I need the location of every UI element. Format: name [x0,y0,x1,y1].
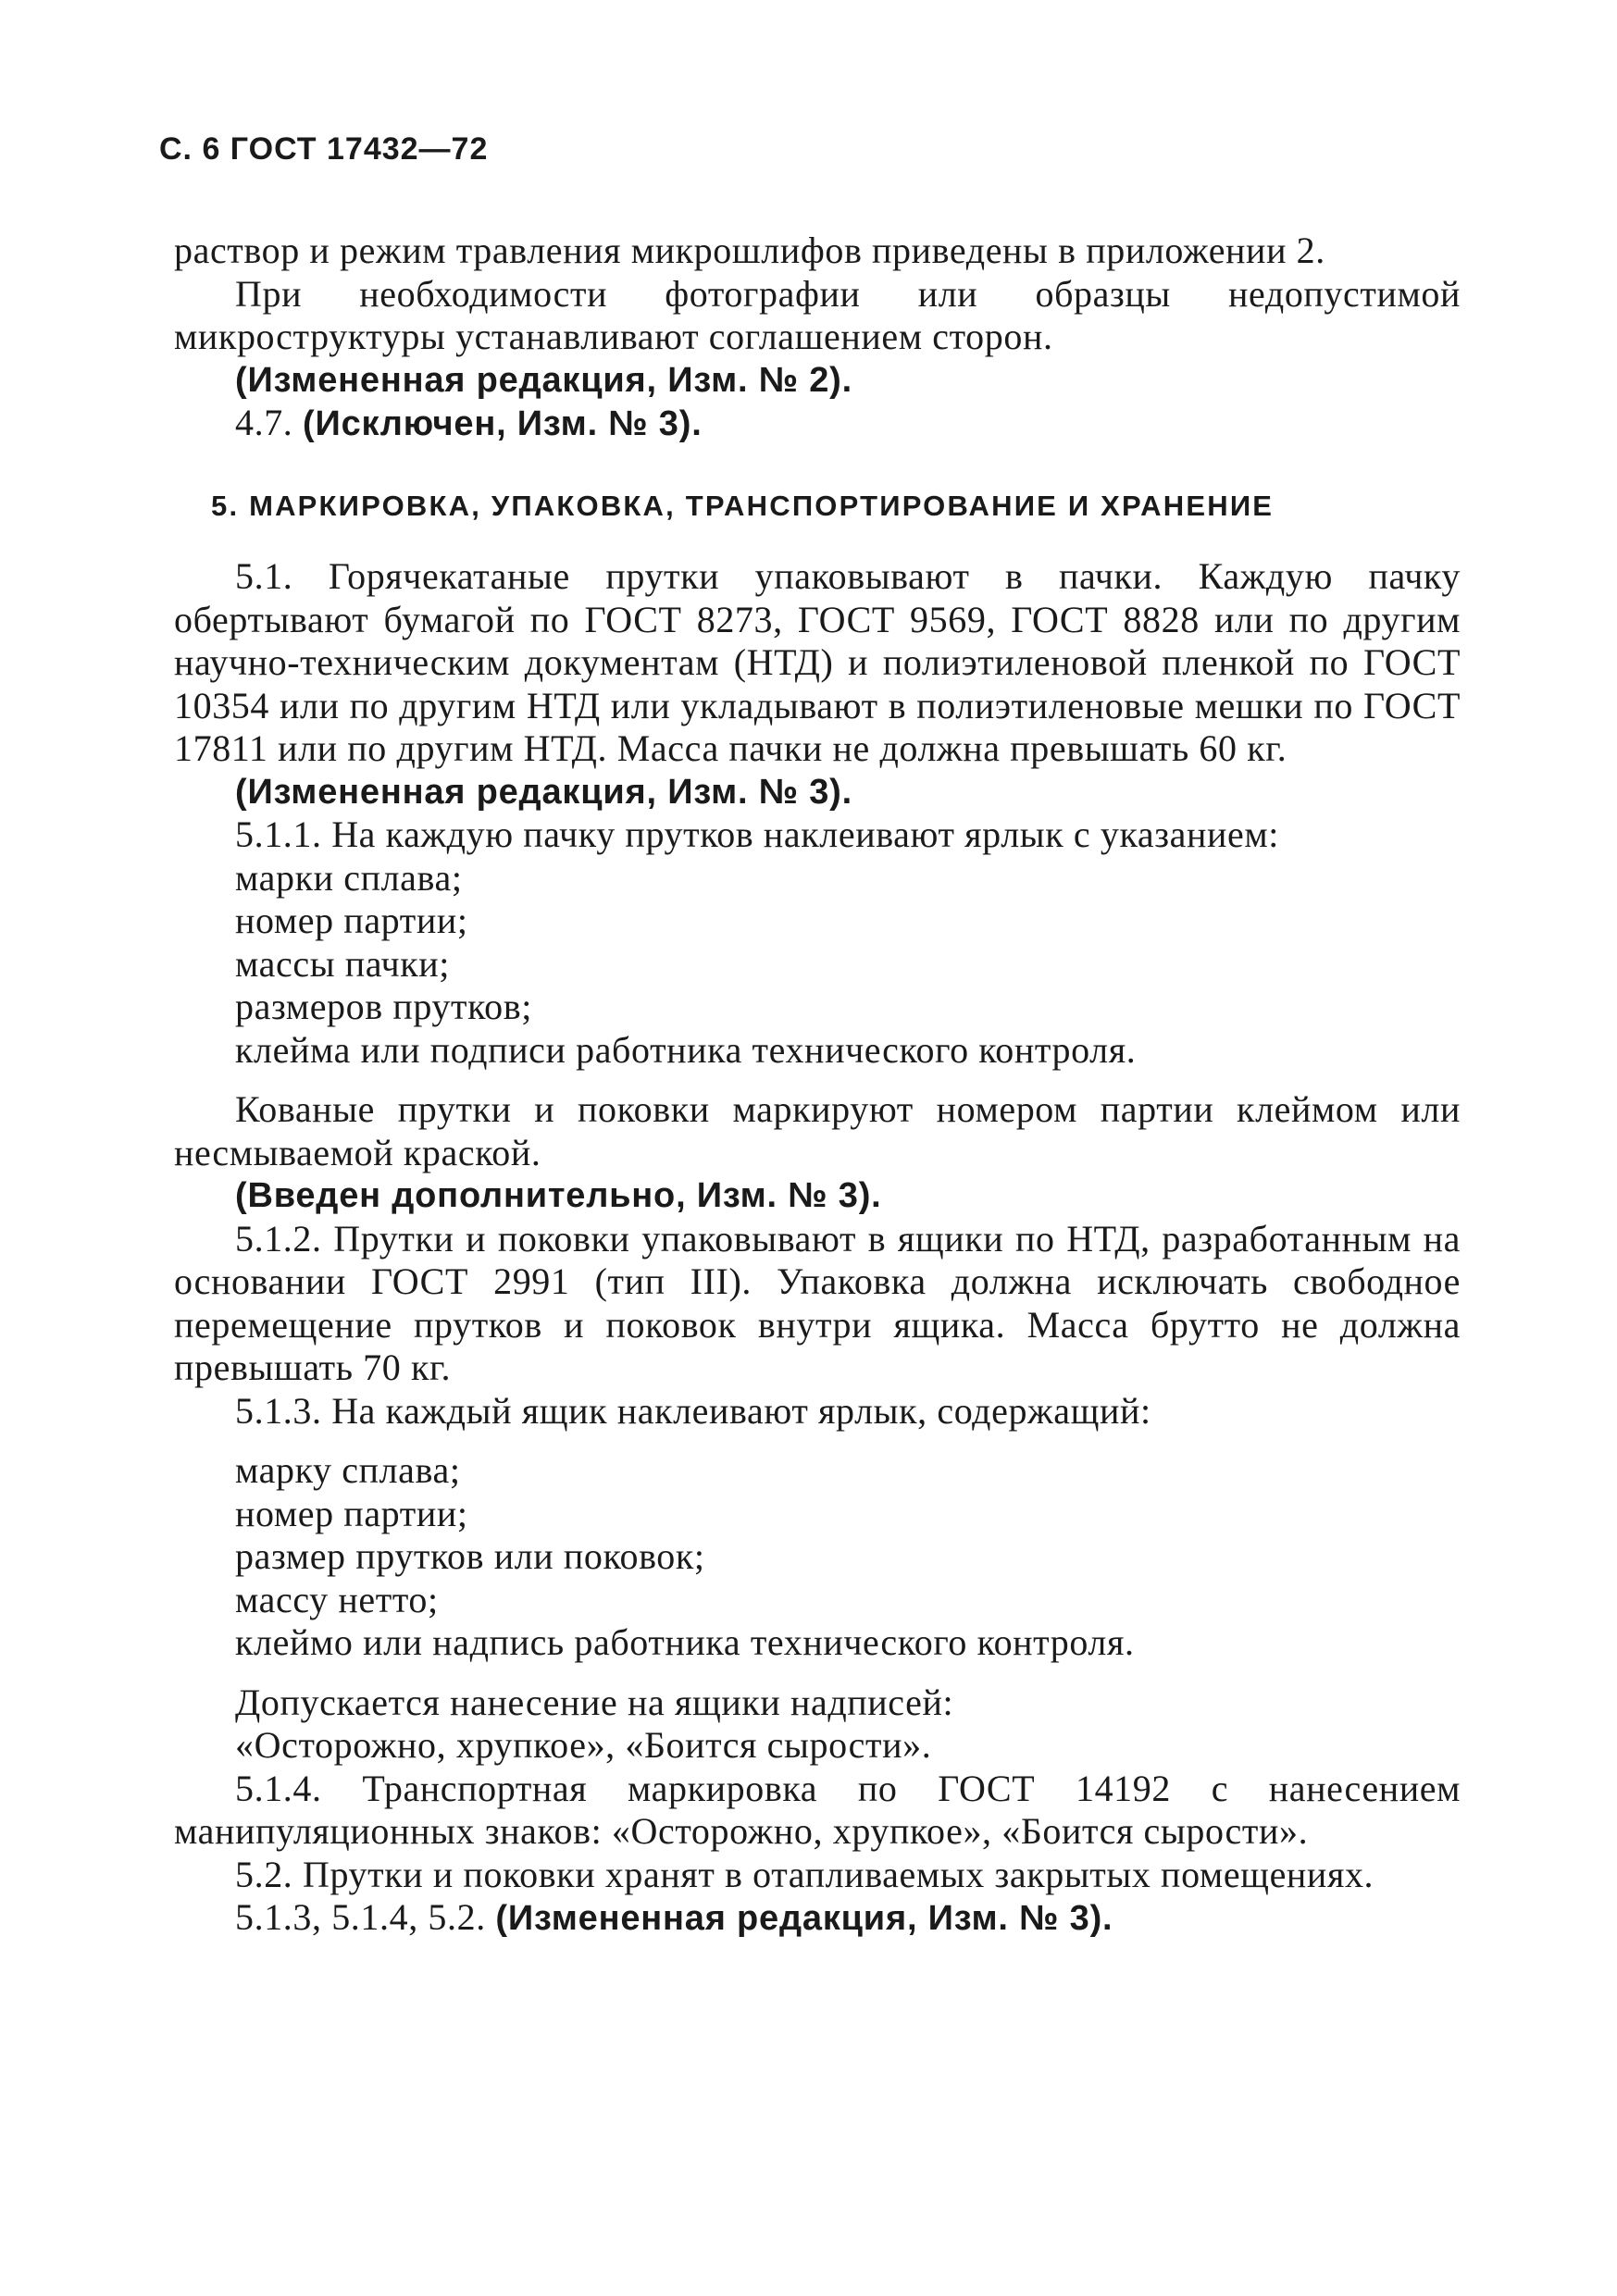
list-item: номер партии; [235,900,468,941]
list-item: клеймо или надпись работника технического контроля. [235,1621,1135,1663]
clause-5-1: 5.1. Горячекатаные прутки упаковывают в пачки. Каждую пачку обертывают бумагой по ГОСТ 8273, ГОСТ 9569, ГОСТ 8828 или по другим научно-техническим документам (НТД) и полиэтиленовой пленкой по ГОСТ 10354 или по другим НТД или укладывают в полиэтиленовые мешки по ГОСТ 17811 или по другим НТД. Масса пачки не должна превышать 60 кг. [174,555,1461,769]
list-item: клейма или подписи работника технического контроля. [235,1028,1137,1071]
list-item: массу нетто; [235,1578,439,1620]
amendment-note: (Введен дополнительно, Изм. № 3). [235,1176,882,1215]
paragraph: Кованые прутки и поковки маркируют номером партии клеймом или несмываемой краской. [174,1088,1461,1173]
list-item: марку сплава; [235,1449,461,1491]
page-header: С. 6 ГОСТ 17432—72 [159,131,489,167]
clause-number: 4.7. [235,402,293,443]
clause-4-7 [174,402,1461,446]
paragraph: При необходимости фотографии или образцы недопустимой микроструктуры устанавливают соглашением сторон. [174,272,1461,357]
clause-numbers: 5.1.3, 5.1.4, 5.2. [235,1896,486,1938]
list-item: размер прутков или поковок; [235,1535,705,1577]
paragraph: Допускается нанесение на ящики надписей: [235,1681,954,1723]
paragraph: раствор и режим травления микрошлифов приведены в приложении 2. [174,230,1325,271]
clause-5-1-2: 5.1.2. Прутки и поковки упаковывают в ящики по НТД, разработанным на основании ГОСТ 2991 (тип III). Упаковка должна исключать свободное перемещение прутков и поковок внутри ящика. Масса брутто не должна превышать 70 кг. [174,1217,1461,1388]
clause-5-1-3: 5.1.3. На каждый ящик наклеивают ярлык, содержащий: [235,1389,1151,1432]
list-item: номер партии; [235,1492,468,1534]
list-item: марки сплава; [235,856,463,899]
amendment-note: (Измененная редакция, Изм. № 2). [235,360,852,400]
document-body [174,230,1461,1941]
clause-5-1-4: 5.1.4. Транспортная маркировка по ГОСТ 14192 с нанесением манипуляционных знаков: «Осторожно, хрупкое», «Боится сырости». [174,1767,1461,1852]
list-item: размеров прутков; [235,986,532,1027]
section-title: 5. МАРКИРОВКА, УПАКОВКА, ТРАНСПОРТИРОВАНИЕ И ХРАНЕНИЕ [211,489,1275,522]
clause-5-1-1: 5.1.1. На каждую пачку прутков наклеивают ярлык с указанием: [235,813,1279,855]
amendment-note: (Исключен, Изм. № 3). [303,404,703,443]
list-item: массы пачки; [235,942,451,985]
amendment-note: (Измененная редакция, Изм. № 3). [235,772,852,812]
amendment-note: (Измененная редакция, Изм. № 3). [495,1899,1113,1938]
paragraph: «Осторожно, хрупкое», «Боится сырости». [235,1724,932,1766]
amendment-summary [174,1896,1461,1941]
clause-5-2: 5.2. Прутки и поковки хранят в отапливаемых закрытых помещениях. [235,1853,1374,1895]
